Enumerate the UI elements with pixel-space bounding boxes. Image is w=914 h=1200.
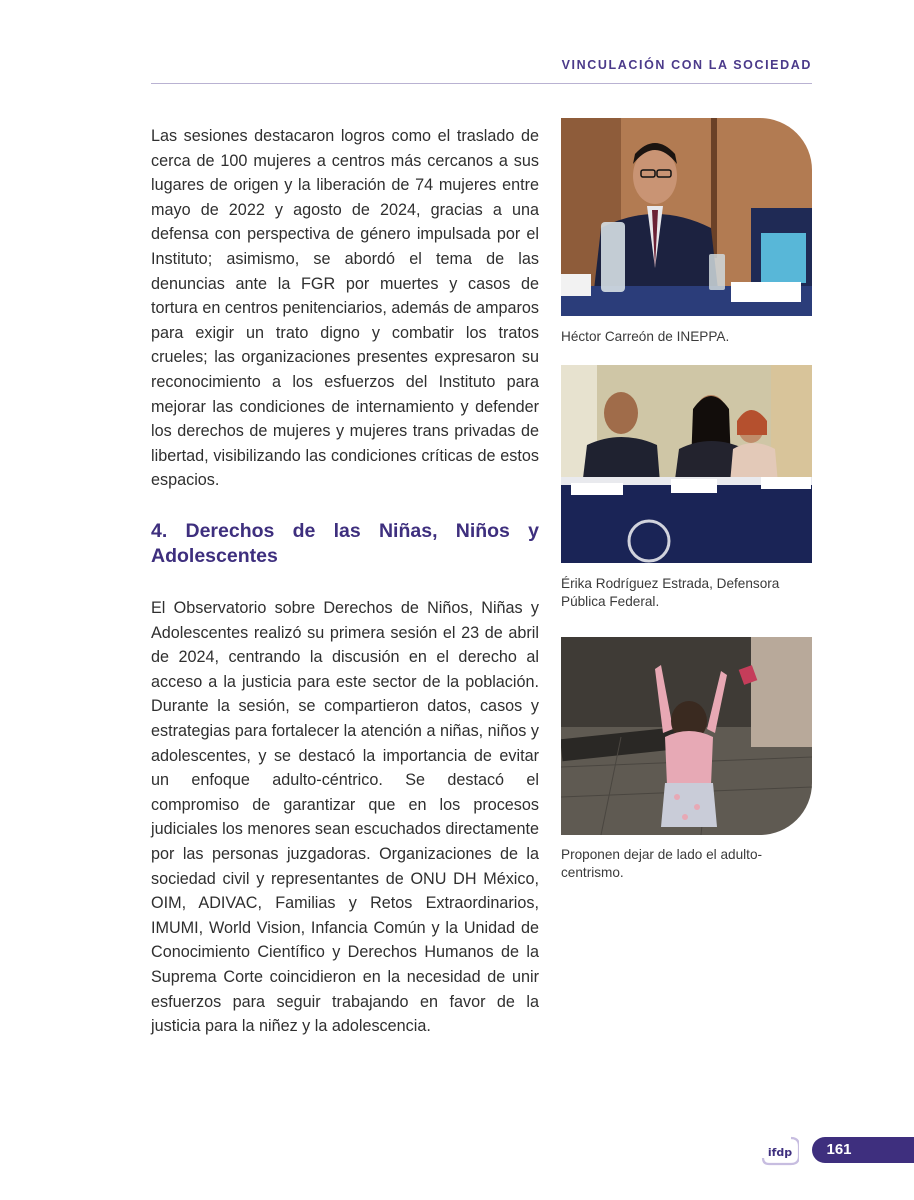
photo-caption: Héctor Carreón de INEPPA. bbox=[561, 329, 730, 344]
page-number-tab bbox=[812, 1137, 914, 1163]
photo-child bbox=[561, 637, 812, 835]
photo-caption: Proponen dejar de lado el adulto-centrismo. bbox=[561, 847, 763, 880]
body-paragraph-2: El Observatorio sobre Derechos de Niños, Niñas y Adolescentes realizó su primera sesión el 23 de abril de 2024, centrando la discusión en el derecho al acceso a la justicia para este sector de la población. Durante la sesión, se compartieron datos, casos y estrategias para fortalecer la atención a niñas, niños y adolescentes, y se destacó la importancia de evitar un enfoque adulto-céntrico. Se destacó el compromiso de garantizar que en los procesos judiciales los menores sean escuchados directamente por las personas juzgadoras. Organizaciones de la sociedad civil y representantes de ONU DH México, OIM, ADIVAC, Familias y Retos Extraordinarios, IMUMI, World Vision, Infancia Común y la Unidad de Conocimiento Científico y Derechos Humanos de la Suprema Corte coincidieron en la necesidad de unir esfuerzos para seguir trabajando en favor de la justicia para la niñez y la adolescencia. bbox=[151, 599, 539, 1036]
ifdp-logo-icon bbox=[761, 1136, 799, 1166]
section-heading: 4. Derechos de las Niñas, Niños y Adolescentes bbox=[151, 520, 539, 567]
page-number: 161 bbox=[826, 1141, 852, 1158]
svg-text:ifdp: ifdp bbox=[767, 1146, 793, 1159]
header-divider bbox=[151, 83, 812, 84]
body-paragraph-1: Las sesiones destacaron logros como el traslado de cerca de 100 mujeres a centros más cercanos a sus lugares de origen y la liberación de 74 mujeres entre mayo de 2022 y agosto de 2024, gracias a una defensa con perspectiva de género impulsada por el Instituto; asimismo, se abordó el tema de las denuncias ante la FGR por muertes y casos de tortura en centros penitenciarios, además de amparos para exigir un trato digno y combatir los tratos crueles; las organizaciones presentes expresaron su reconocimiento a los esfuerzos del Instituto para mejorar las condiciones de internamiento y defender los derechos de mujeres y mujeres trans privadas de libertad, visibilizando las condiciones críticas de estos espacios. bbox=[151, 127, 539, 490]
photo-caption: Érika Rodríguez Estrada, Defensora Pública Federal. bbox=[561, 576, 780, 609]
photo-speaker bbox=[561, 118, 812, 316]
running-header: VINCULACIÓN CON LA SOCIEDAD bbox=[561, 58, 812, 72]
photo-panel bbox=[561, 365, 812, 563]
